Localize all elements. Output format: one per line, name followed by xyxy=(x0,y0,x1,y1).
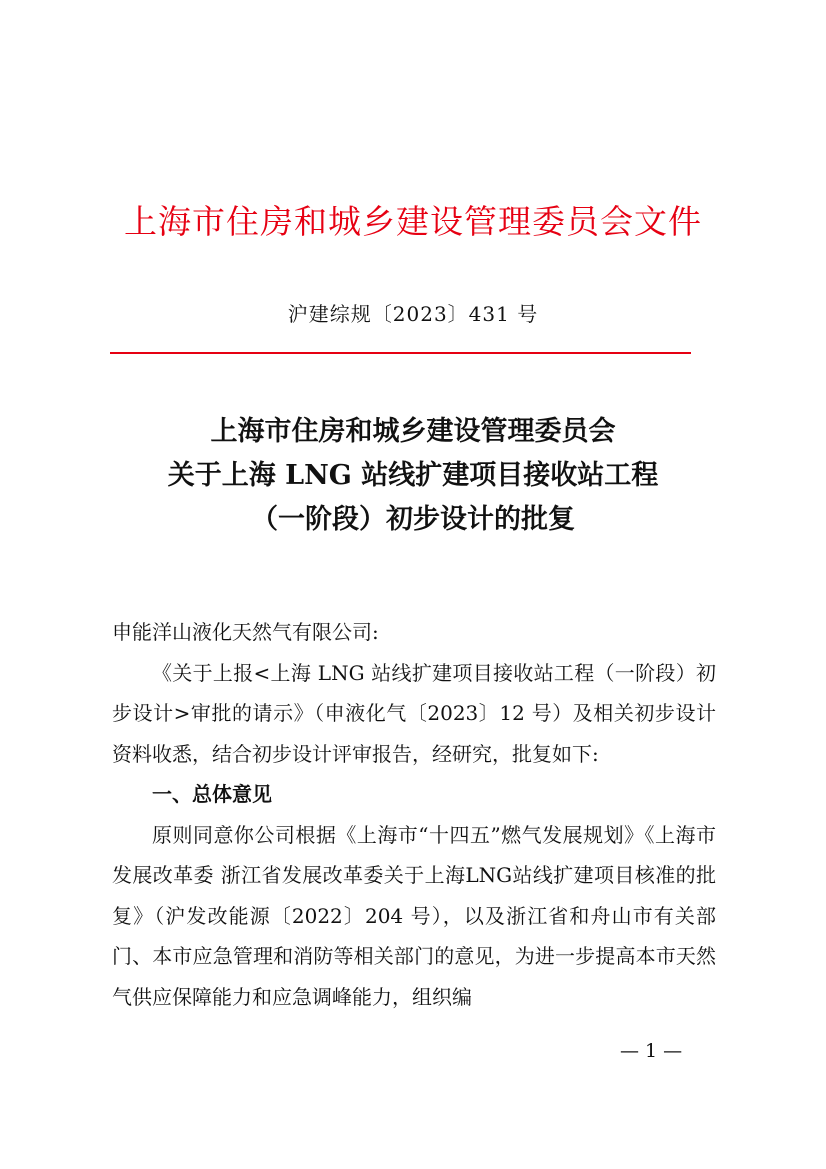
paragraph-request: 《关于上报<上海 LNG 站线扩建项目接收站工程（一阶段）初步设计>审批的请示》（申液化气〔2023〕12 号）及相关初步设计资料收悉，结合初步设计评审报告，经研究，批复如下: xyxy=(112,660,716,766)
page-number: — 1 — xyxy=(620,1040,683,1062)
title-line-3: （一阶段）初步设计的批复 xyxy=(251,504,575,535)
paragraph-opinion: 原则同意你公司根据《上海市“十四五”燃气发展规划》《上海市发展改革委 浙江省发展改革委关于上海LNG站线扩建项目核准的批复》（沪发改能源〔2022〕204 号），以及浙江省和舟山市有关部门、本市应急管理和消防等相关部门的意见，为进一步提高本市天然气供应保障能力和应急调峰能力，组织编 xyxy=(112,822,716,1009)
title-line-2: 关于上海 LNG 站线扩建项目接收站工程 xyxy=(167,460,659,491)
title-line-1: 上海市住房和城乡建设管理委员会 xyxy=(210,416,616,447)
red-separator-line xyxy=(110,352,691,354)
issuer-header: 上海市住房和城乡建设管理委员会文件 xyxy=(124,202,702,241)
document-body xyxy=(112,612,716,1017)
document-number: 沪建综规〔2023〕431 号 xyxy=(287,302,539,326)
document-title xyxy=(0,410,826,542)
salutation: 申能洋山液化天然气有限公司: xyxy=(112,620,379,644)
section-heading: 一、总体意见 xyxy=(152,782,272,806)
